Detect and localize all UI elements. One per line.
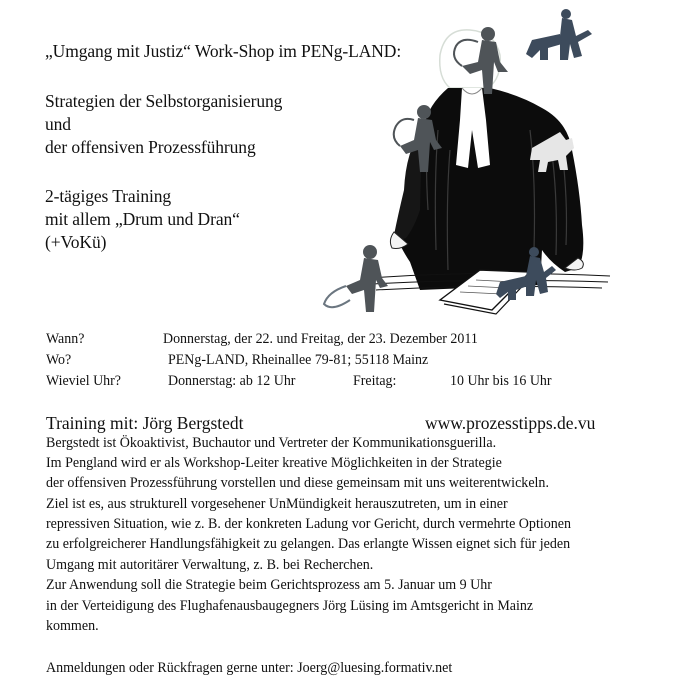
- trainer-label: Training mit: Jörg Bergstedt: [46, 413, 244, 433]
- description-line-3: der offensiven Prozessführung vorstellen und diese gemeinsam mit uns weiterentwickeln.: [46, 475, 549, 491]
- jump-rope-figure-bottom: [324, 245, 388, 312]
- description-line-4: Ziel ist es, aus strukturell vorgesehener UnMündigkeit herauszutreten, um in einer: [46, 496, 508, 512]
- subtitle-line-2: und: [45, 114, 71, 134]
- where-label: Wo?: [46, 352, 72, 368]
- training-line-1: 2-tägiges Training: [45, 186, 172, 206]
- description-line-1: Bergstedt ist Ökoaktivist, Buchautor und Vertreter der Kommunikationsguerilla.: [46, 435, 497, 451]
- time-friday-label: Freitag:: [353, 373, 397, 389]
- time-label: Wieviel Uhr?: [46, 373, 121, 389]
- contact-line[interactable]: Anmeldungen oder Rückfragen gerne unter: Joerg@luesing.formativ.net: [46, 660, 453, 676]
- flyer-title: „Umgang mit Justiz“ Work-Shop im PENg-LAND:: [45, 41, 402, 61]
- training-line-2: mit allem „Drum und Dran“: [45, 209, 240, 229]
- description-line-5: repressiven Situation, wie z. B. der konkreten Ladung vor Gericht, durch vermehrte Optionen: [46, 516, 572, 532]
- where-value: PENg-LAND, Rheinallee 79-81; 55118 Mainz: [168, 352, 429, 368]
- training-line-3: (+VoKü): [45, 232, 107, 252]
- trainer-website[interactable]: www.prozesstipps.de.vu: [425, 413, 596, 433]
- when-value: Donnerstag, der 22. und Freitag, der 23. Dezember 2011: [163, 331, 478, 347]
- subtitle-line-1: Strategien der Selbstorganisierung: [45, 91, 283, 111]
- figures-top-right: [526, 9, 592, 60]
- description-line-9: in der Verteidigung des Flughafenausbaugegners Jörg Lüsing im Amtsgericht in Mainz: [46, 598, 534, 614]
- description-line-10: kommen.: [46, 618, 99, 634]
- description-line-2: Im Pengland wird er als Workshop-Leiter kreative Möglichkeiten in der Strategie: [46, 455, 502, 471]
- description-line-8: Zur Anwendung soll die Strategie beim Gerichtsprozess am 5. Januar um 9 Uhr: [46, 577, 492, 593]
- subtitle-line-3: der offensiven Prozessführung: [45, 137, 256, 157]
- time-friday-value: 10 Uhr bis 16 Uhr: [450, 373, 552, 389]
- description-line-7: Umgang mit autoritärer Verwaltung, z. B. bei Recherchen.: [46, 557, 374, 573]
- time-thursday: Donnerstag: ab 12 Uhr: [168, 373, 296, 389]
- description-line-6: zu erfolgreicherer Handlungsfähigkeit zu gelangen. Das erlangte Wissen eignet sich für jeden: [46, 536, 571, 552]
- when-label: Wann?: [46, 331, 85, 347]
